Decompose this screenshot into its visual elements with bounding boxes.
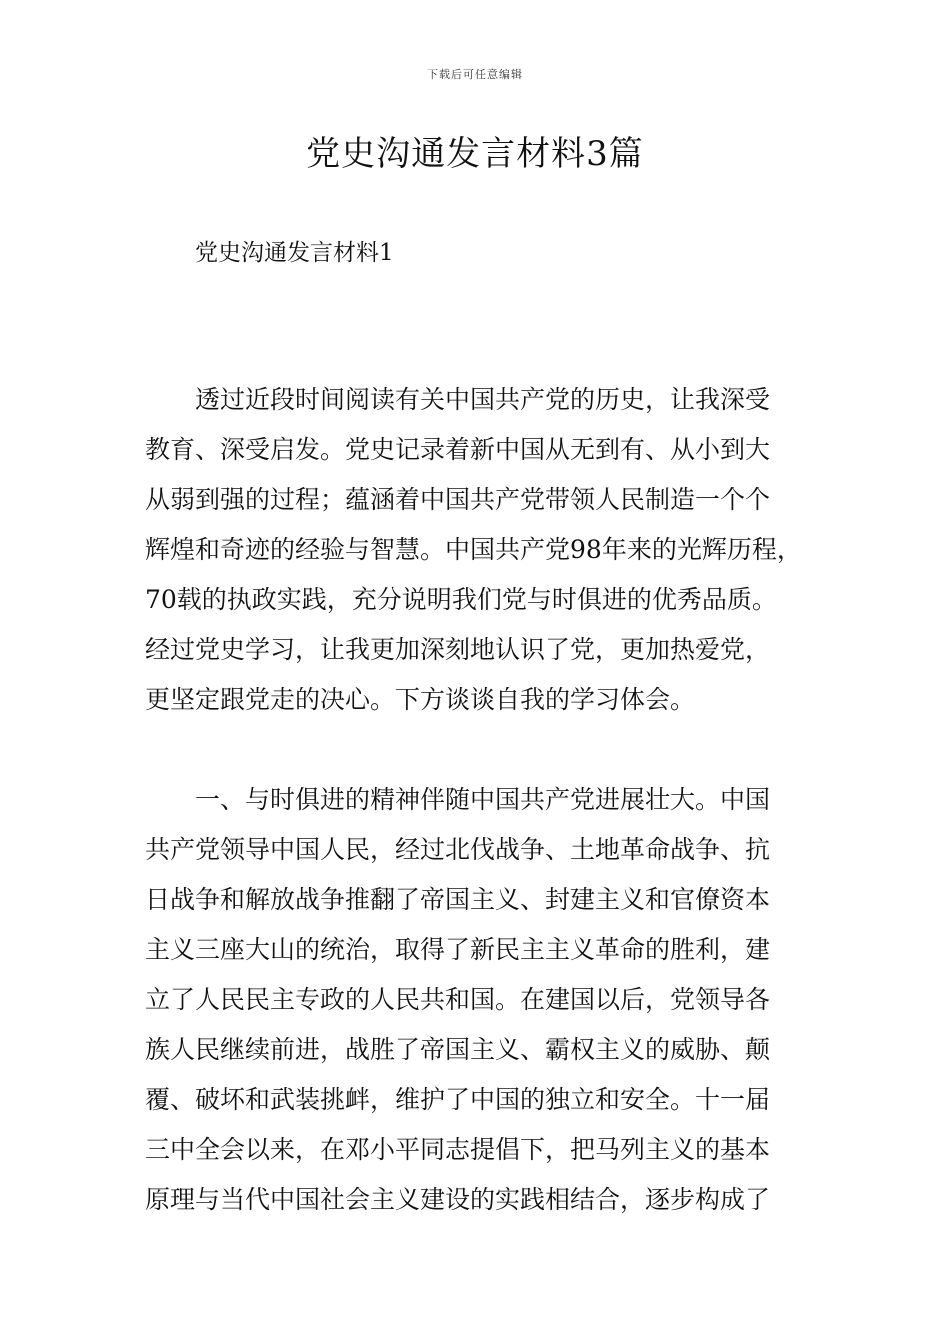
document-title: 党史沟通发言材料3篇 xyxy=(306,134,644,174)
header-note: 下载后可任意编辑 xyxy=(427,68,523,81)
paragraph-line: 一、与时俱进的精神伴随中国共产党进展壮大。中国 xyxy=(145,785,771,814)
paragraph-line: 从弱到强的过程；蕴涵着中国共产党带领人民制造一个个 xyxy=(145,485,771,514)
paragraph-line: 原理与当代中国社会主义建设的实践相结合，逐步构成了 xyxy=(145,1185,771,1214)
paragraph-line: 立了人民民主专政的人民共和国。在建国以后，党领导各 xyxy=(145,985,771,1014)
paragraph-line: 主义三座大山的统治，取得了新民主主义革命的胜利，建 xyxy=(145,935,771,964)
paragraph-line: 经过党史学习，让我更加深刻地认识了党，更加热爱党， xyxy=(145,635,771,664)
paragraph-line: 透过近段时间阅读有关中国共产党的历史，让我深受 xyxy=(145,385,771,414)
paragraph-line: 辉煌和奇迹的经验与智慧。中国共产党98年来的光辉历程， xyxy=(145,535,802,564)
paragraph-line: 共产党领导中国人民，经过北伐战争、土地革命战争、抗 xyxy=(145,835,771,864)
paragraph-line: 日战争和解放战争推翻了帝国主义、封建主义和官僚资本 xyxy=(145,885,771,914)
paragraph-line: 三中全会以来，在邓小平同志提倡下，把马列主义的基本 xyxy=(145,1135,771,1164)
paragraph-2 xyxy=(145,775,825,1225)
paragraph-line: 族人民继续前进，战胜了帝国主义、霸权主义的威胁、颠 xyxy=(145,1035,771,1064)
section-heading: 党史沟通发言材料1 xyxy=(195,240,394,266)
paragraph-line: 更坚定跟党走的决心。下方谈谈自我的学习体会。 xyxy=(145,685,696,714)
paragraph-1 xyxy=(145,375,825,725)
paragraph-line: 70载的执政实践，充分说明我们党与时俱进的优秀品质。 xyxy=(145,585,777,614)
paragraph-line: 覆、破坏和武装挑衅，维护了中国的独立和安全。十一届 xyxy=(145,1085,771,1114)
paragraph-line: 教育、深受启发。党史记录着新中国从无到有、从小到大 xyxy=(145,435,771,464)
